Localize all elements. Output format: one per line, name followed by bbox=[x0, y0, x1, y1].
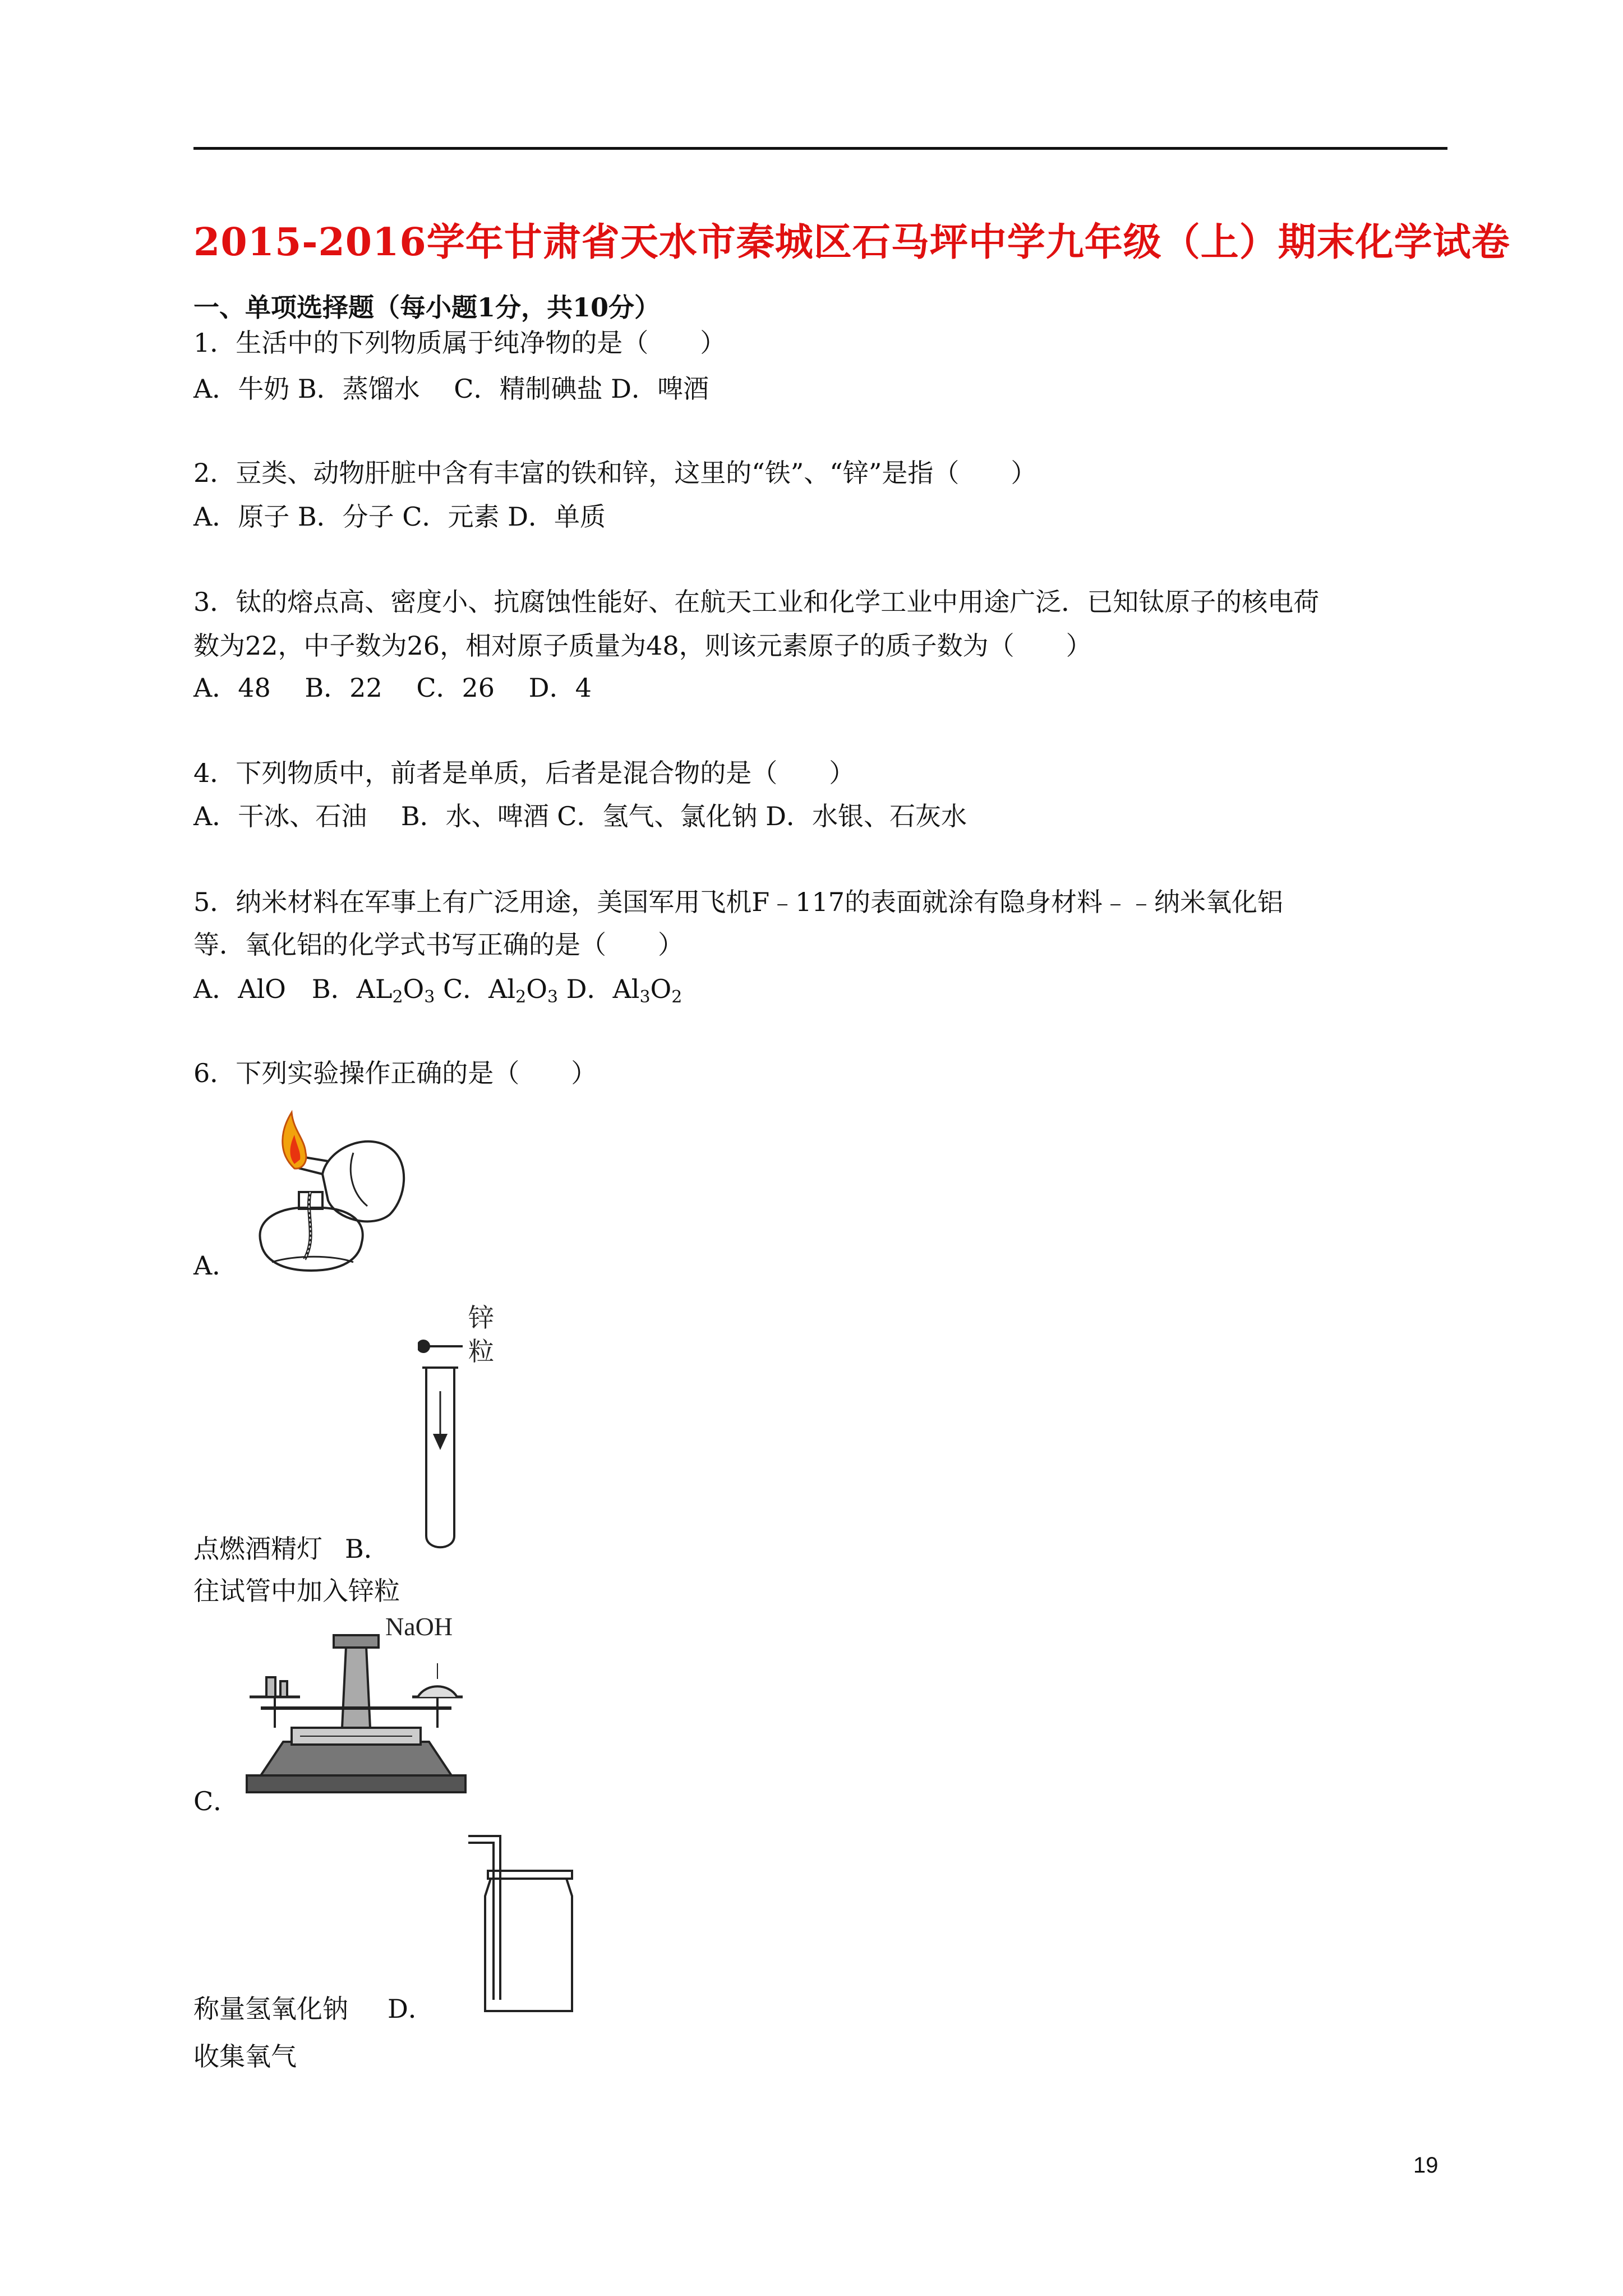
q3-options: A．48 B．22 C．26 D．4 bbox=[193, 673, 592, 703]
balance-scale-figure bbox=[238, 1613, 474, 1803]
q6-a-caption-text: 点燃酒精灯 bbox=[193, 1534, 322, 1564]
q6-option-c-letter: C． bbox=[193, 1786, 239, 1816]
q5-d-mid: O bbox=[650, 974, 672, 1004]
naoh-label: NaOH bbox=[385, 1613, 453, 1641]
zinc-label-2: 粒 bbox=[468, 1336, 494, 1366]
q5-c-sub2: 3 bbox=[547, 987, 558, 1007]
q5-b-sub2: 3 bbox=[424, 987, 435, 1007]
q1-options: A．牛奶 B．蒸馏水 C．精制碘盐 D．啤酒 bbox=[193, 374, 709, 404]
q5-c-mid: O bbox=[526, 974, 547, 1004]
q5-b-mid: O bbox=[403, 974, 425, 1004]
page-title: 2015-2016学年甘肃省天水市秦城区石马坪中学九年级（上）期末化学试卷 bbox=[193, 220, 1510, 265]
q5-c-sub1: 2 bbox=[515, 987, 527, 1007]
header-rule bbox=[193, 147, 1447, 150]
q5-option-c: C．Al bbox=[435, 974, 516, 1004]
q3-stem-line2: 数为22，中子数为26，相对原子质量为48，则该元素原子的质子数为（ ） bbox=[193, 631, 1092, 661]
q5-stem-line1: 5．纳米材料在军事上有广泛用途，美国军用飞机F﹣117的表面就涂有隐身材料﹣﹣纳米氧化铝 bbox=[193, 887, 1283, 917]
q5-d-sub1: 3 bbox=[639, 987, 651, 1007]
alcohol-lamp-figure bbox=[238, 1108, 418, 1290]
q1-stem: 1．生活中的下列物质属于纯净物的是（ ） bbox=[193, 328, 726, 358]
q6-option-a-letter: A． bbox=[193, 1250, 238, 1281]
q6-stem: 6．下列实验操作正确的是（ ） bbox=[193, 1058, 597, 1088]
q5-options bbox=[193, 973, 682, 1013]
q2-stem: 2．豆类、动物肝脏中含有丰富的铁和锌，这里的“铁”、“锌”是指（ ） bbox=[193, 458, 1037, 488]
q5-d-sub2: 2 bbox=[671, 987, 683, 1007]
gas-bottle-figure bbox=[465, 1832, 578, 2017]
q6-option-d-letter: D． bbox=[388, 1994, 434, 2024]
page-number: 19 bbox=[1413, 2153, 1438, 2178]
q6-option-d-caption: 收集氧气 bbox=[193, 2041, 297, 2072]
q5-b-sub1: 2 bbox=[392, 987, 403, 1007]
q2-options: A．原子 B．分子 C．元素 D．单质 bbox=[193, 501, 606, 532]
section-heading: 一、单项选择题（每小题1分，共10分） bbox=[193, 292, 661, 323]
q6-option-a-caption bbox=[193, 1529, 390, 1566]
zinc-label-1: 锌 bbox=[468, 1303, 494, 1333]
q5-stem-line2: 等．氧化铝的化学式书写正确的是（ ） bbox=[193, 930, 684, 960]
q6-option-b-caption: 往试管中加入锌粒 bbox=[193, 1576, 400, 1606]
q6-c-caption-text: 称量氢氧化钠 bbox=[193, 1994, 348, 2024]
q3-stem-line1: 3．钛的熔点高、密度小、抗腐蚀性能好、在航天工业和化学工业中用途广泛．已知钛原子的核电荷 bbox=[193, 587, 1320, 617]
q6-option-c-caption bbox=[193, 1989, 434, 2026]
q5-option-d: D．Al bbox=[558, 974, 640, 1004]
q5-option-a: A．AlO B．AL bbox=[193, 974, 393, 1004]
q4-options: A．干冰、石油 B．水、啤酒 C．氢气、氯化钠 D．水银、石灰水 bbox=[193, 801, 967, 831]
q4-stem: 4．下列物质中，前者是单质，后者是混合物的是（ ） bbox=[193, 758, 855, 788]
test-tube-zinc-figure bbox=[418, 1301, 508, 1557]
q6-option-b-letter: B． bbox=[345, 1534, 390, 1564]
